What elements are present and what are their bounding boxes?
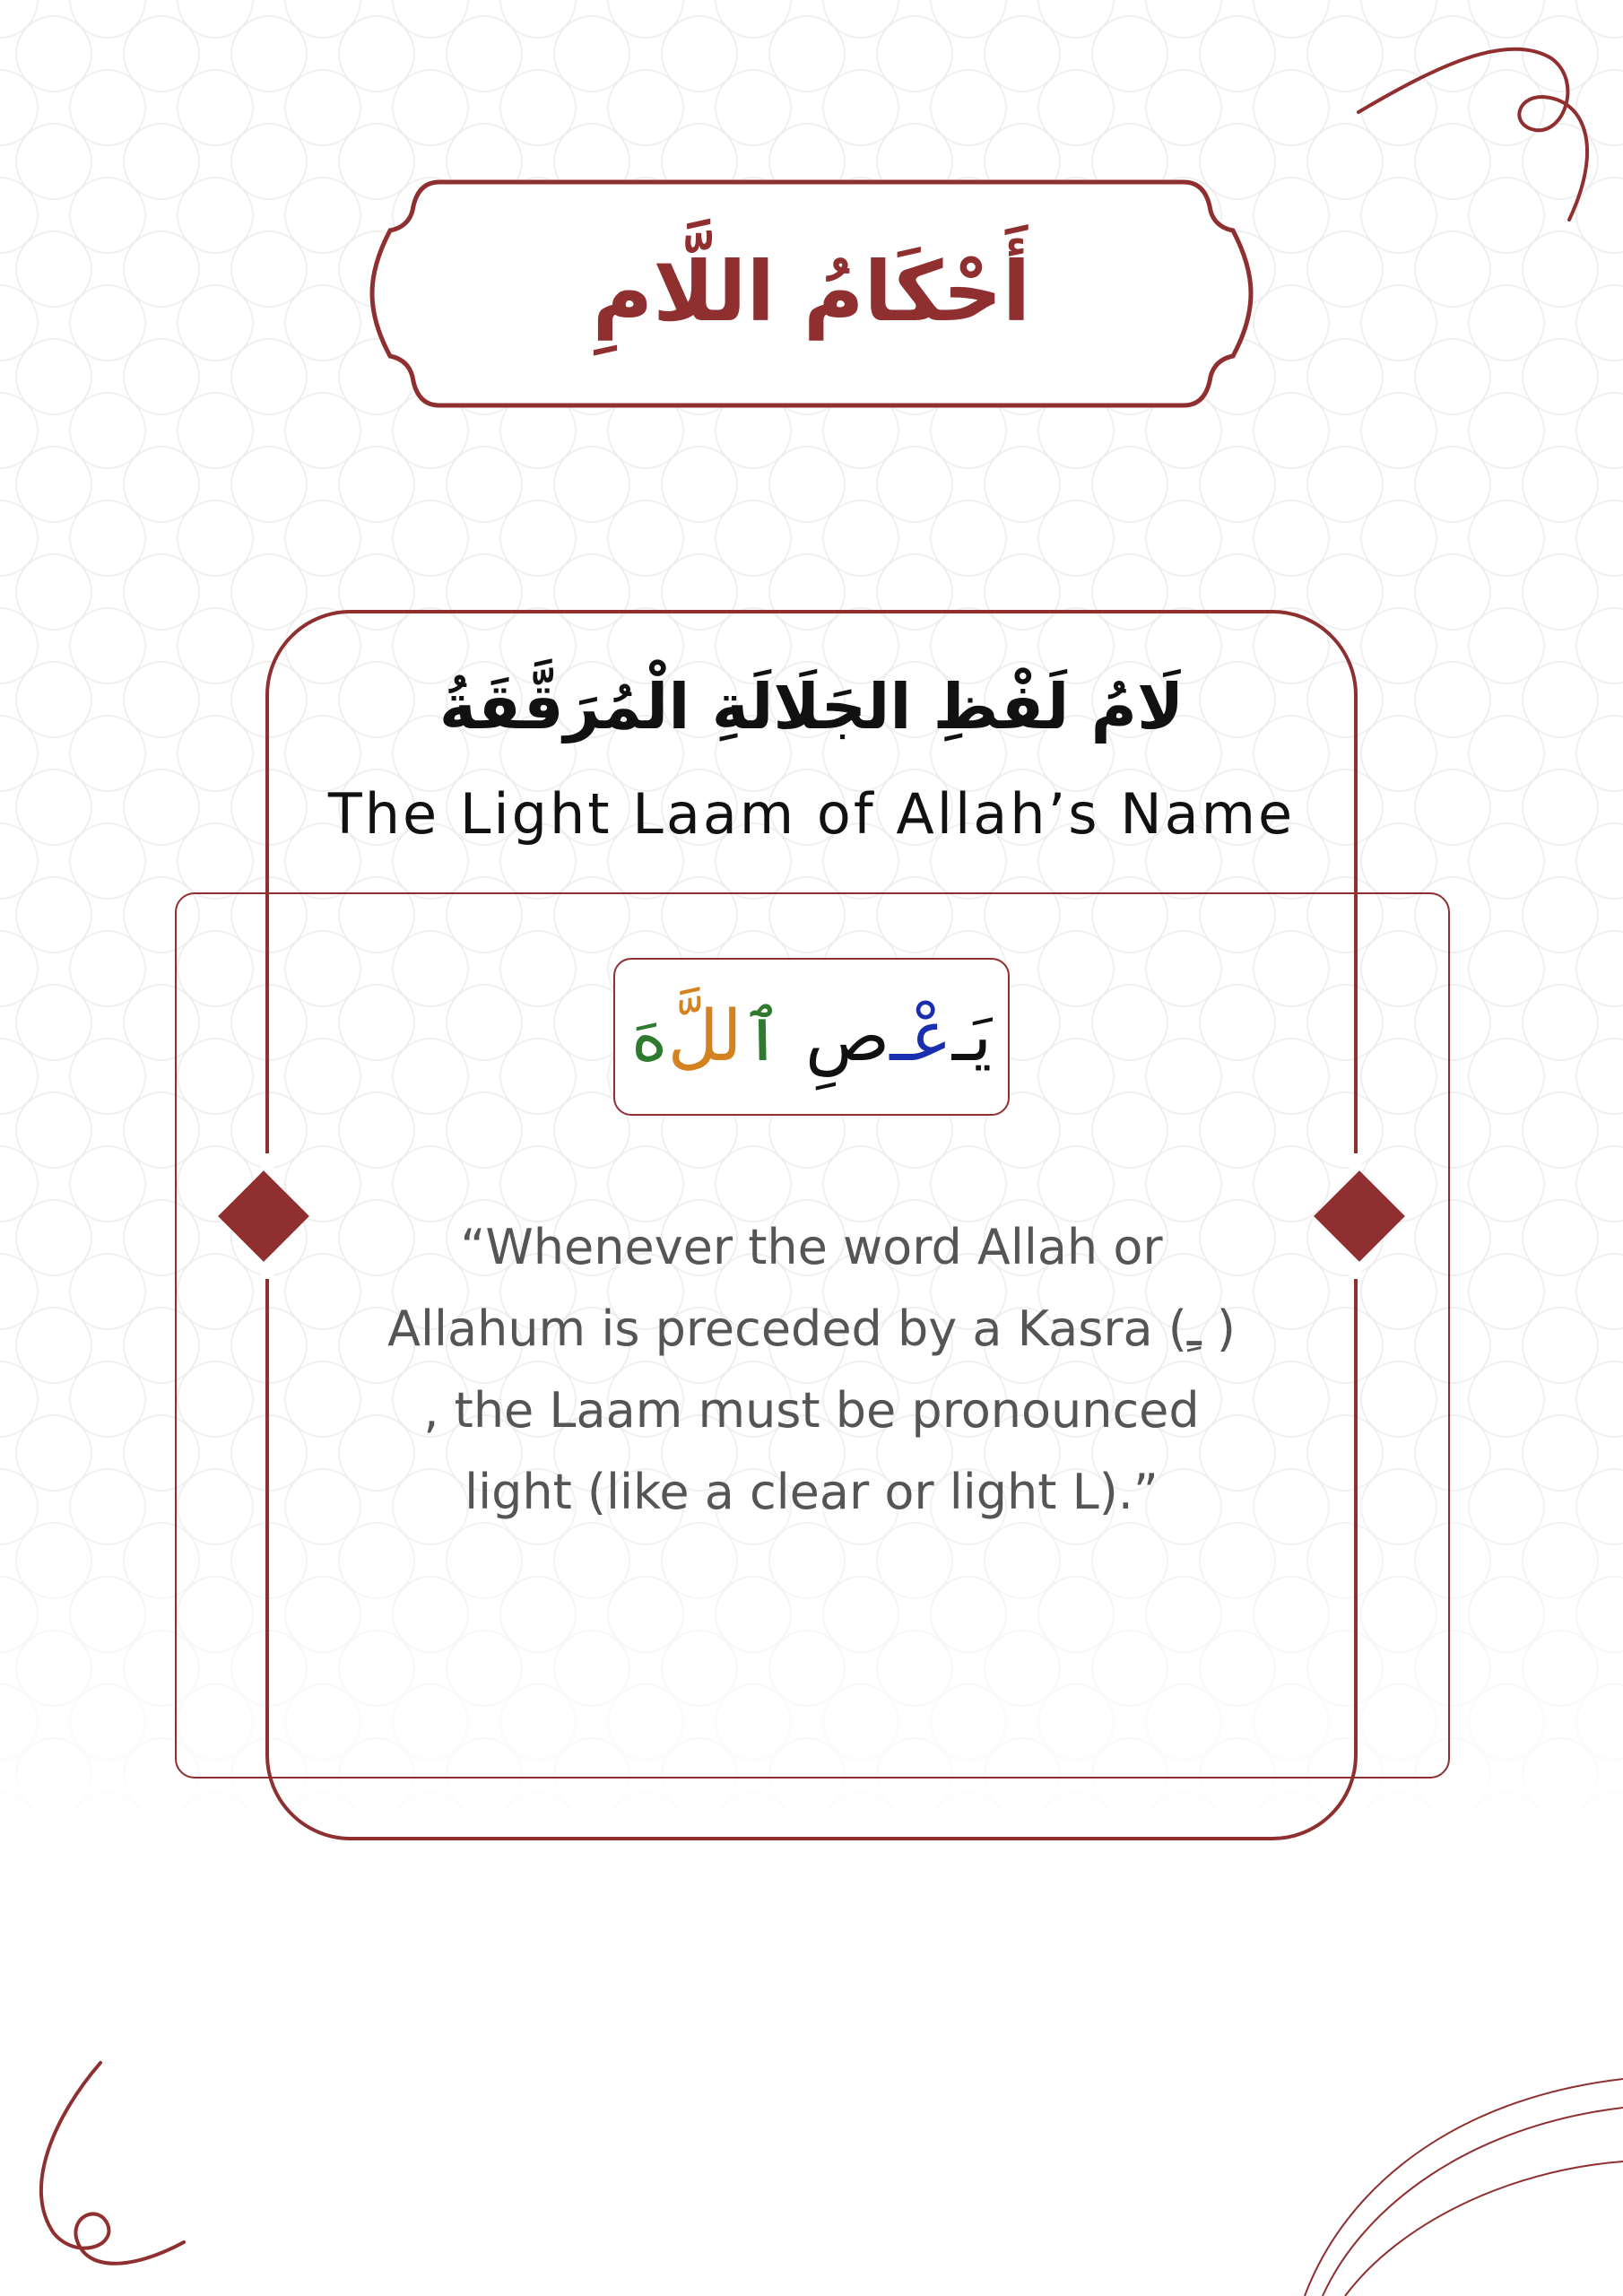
rule-line: Allahum is preceded by a Kasra (ـِ ) (387, 1300, 1236, 1357)
rule-line: , the Laam must be pronounced (423, 1382, 1200, 1439)
swirl-bottom-left-icon (41, 2063, 184, 2264)
english-heading: The Light Laam of Allah’s Name (327, 780, 1296, 847)
example-alif: ٱ (742, 996, 784, 1077)
example-ain: عْـ (890, 996, 952, 1077)
swirl-bottom-right-icon (1305, 2079, 1623, 2296)
example-sad: صِ (804, 996, 890, 1077)
rule-line: light (like a clear or light L).” (464, 1464, 1159, 1520)
rule-line: “Whenever the word Allah or (460, 1219, 1163, 1275)
arabic-heading: لَامُ لَفْظِ الجَلَالَةِ الْمُرَقَّقَةُ (438, 669, 1185, 744)
example-ya: يَـ (951, 996, 993, 1077)
example-word-box (613, 958, 1010, 1116)
example-ha: هَ (630, 996, 668, 1077)
rule-description (341, 1206, 1282, 1547)
swirl-top-right-icon (1358, 49, 1587, 220)
page-title: أَحْكَامُ اللَّامِ (592, 243, 1031, 340)
example-lam: للَّ (667, 996, 742, 1077)
